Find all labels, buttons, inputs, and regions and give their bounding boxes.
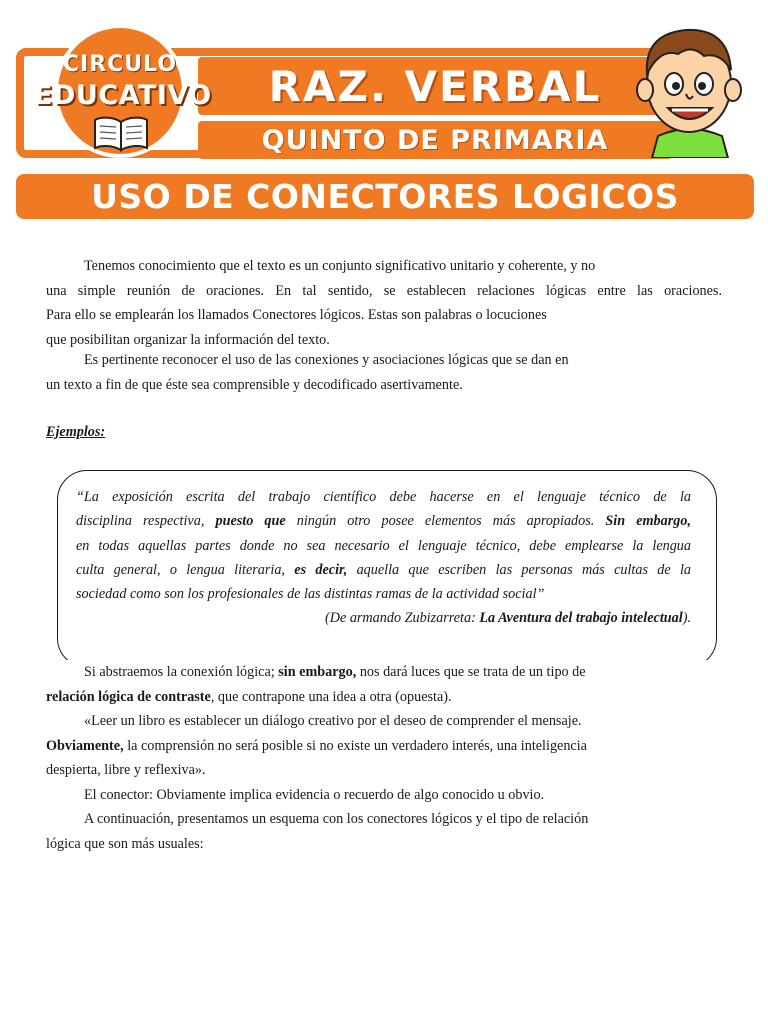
grade-title: QUINTO DE PRIMARIA [261,124,609,156]
open-book-icon [92,114,150,152]
intro-line: Es pertinente reconocer el uso de las conexiones y asociaciones lógicas que se dan en [84,352,569,368]
second-paragraph [46,348,722,397]
quote-line [76,558,691,582]
title-bar [16,174,754,219]
source-end: ). [682,610,691,627]
explanation-line: despierta, libre y reflexiva». [46,762,206,778]
quote-text-run: culta general, o lengua literaria, [76,561,295,578]
example-quote [76,485,691,631]
connector-highlight: es decir, [294,561,348,578]
examples-heading: Ejemplos: [46,424,106,440]
intro-line: una simple reunión de oraciones. En tal sentido, se establecen relaciones lógicas entre las oraciones. [46,282,722,299]
connector-highlight: Obviamente, [46,737,124,754]
smiling-kid-illustration [630,18,748,158]
intro-paragraph [46,254,722,352]
explanation-line [46,660,722,685]
intro-line: un texto a fin de que éste sea comprensible y decodificado asertivamente. [46,376,463,393]
grade-bar [198,121,672,159]
explanation-line [46,734,722,759]
circulo-educativo-logo [34,24,212,158]
explanation-line: El conector: Obviamente implica evidencia o recuerdo de algo conocido u obvio. [84,786,545,803]
page-title: USO DE CONECTORES LOGICOS [91,177,679,216]
course-bar [198,57,672,115]
connector-highlight: puesto que [215,513,286,530]
explanation-text-run: , que contrapone una idea a otra (opuesta). [210,688,452,705]
header-banner [0,0,768,170]
quote-source [76,606,691,630]
quote-line: en todas aquellas partes donde no sea necesario el lenguaje técnico, debe emplearse la lengua [76,537,691,554]
quote-line [76,509,691,533]
explanation-line [46,685,722,710]
explanation-line: «Leer un libro es establecer un diálogo creativo por el deseo de comprender el mensaje. [84,713,582,729]
quote-line: “La exposición escrita del trabajo científico debe hacerse en el lenguaje técnico de la [76,489,691,505]
explanation-text-run: la comprensión no será posible si no existe un verdadero interés, una inteligencia [123,737,587,754]
intro-line: Para ello se emplearán los llamados Conectores lógicos. Estas son palabras o locuciones [46,307,547,323]
quote-text-run: aquella que escriben las personas más cultas de la [347,561,691,578]
explanation-paragraph [46,660,722,856]
source-book-title: La Aventura del trabajo intelectual [479,610,683,627]
explanation-line: A continuación, presentamos un esquema con los conectores lógicos y el tipo de relación [84,811,589,827]
example-quote-box [57,470,717,668]
course-title: RAZ. VERBAL [268,61,602,111]
explanation-line: lógica que son más usuales: [46,835,204,852]
connector-highlight: sin embargo, [278,664,357,680]
intro-line: que posibilitan organizar la información del texto. [46,331,330,348]
quote-text-run: ningún otro posee elementos más apropiados. [285,513,606,530]
connector-highlight: Sin embargo, [605,513,691,530]
logo-text-main: EDUCATIVO [34,80,212,111]
relation-type-highlight: relación lógica de contraste [46,688,211,705]
logo-text-top: CIRCULO [62,52,178,77]
explanation-text-run: nos dará luces que se trata de un tipo de [356,664,586,680]
source-author: (De armando Zubizarreta: [325,610,480,627]
quote-text-run: disciplina respectiva, [76,513,216,530]
explanation-text-run: Si abstraemos la conexión lógica; [84,664,279,680]
quote-line: sociedad como son los profesionales de las distintas ramas de la actividad social” [76,586,545,603]
intro-line: Tenemos conocimiento que el texto es un conjunto significativo unitario y coherente, y no [84,258,596,274]
